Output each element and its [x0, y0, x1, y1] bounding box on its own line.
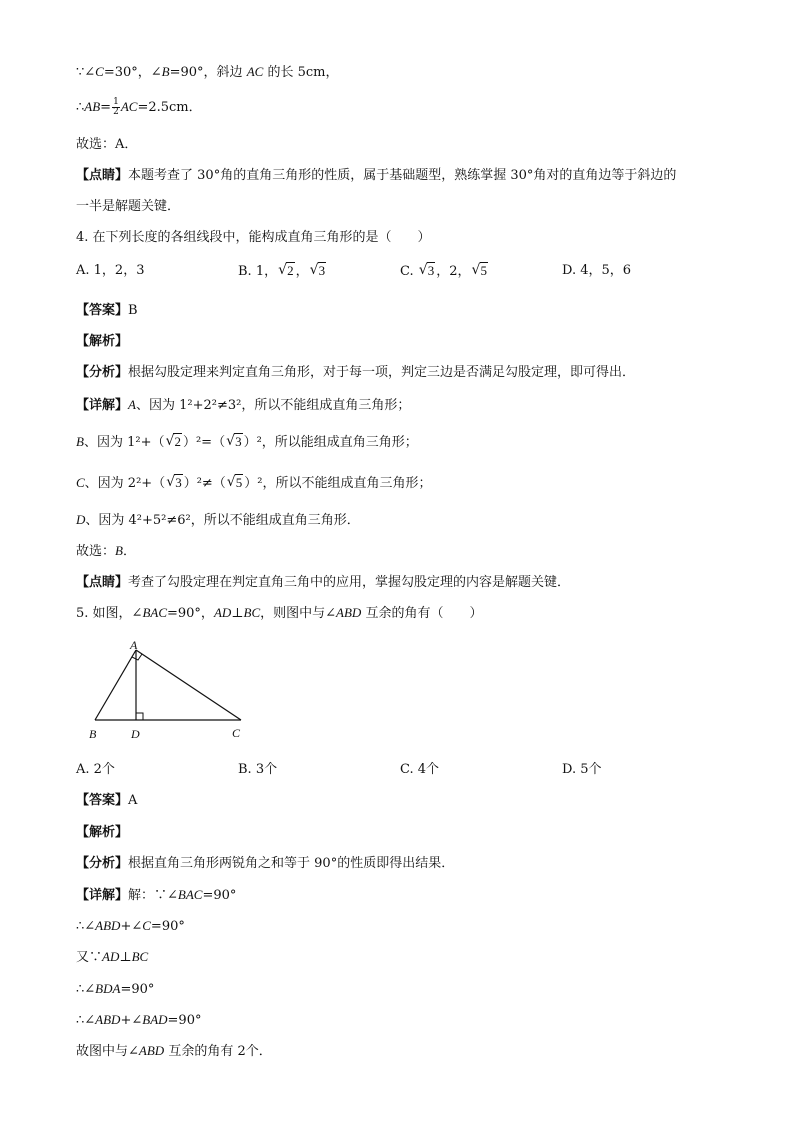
prev-choice: 故选：A． [76, 137, 138, 152]
prev-tip-line-1: 【点睛】本题考查了 30°角的直角三角形的性质，属于基础题型，熟练掌握 30°角对的直角边等于斜边的 [76, 168, 677, 183]
label-b: B [89, 727, 97, 741]
q5-option-d: D. 5个 [562, 762, 602, 777]
label-a: A [130, 640, 138, 652]
q5-step-2: ∴∠ABD+∠C=90° [76, 918, 185, 934]
q4-detail-d: D、因为 4²+5²≠6²，所以不能组成直角三角形． [76, 512, 360, 528]
q4-answer: 【答案】B [76, 303, 138, 318]
label-d: D [131, 727, 140, 741]
sqrt-symbol: √ 5 [472, 262, 489, 281]
q4-detail-b: B、因为 1²+（√ 2 ）²=（√ 3 ）²，所以能组成直角三角形； [76, 433, 418, 452]
q5-step-4: ∴∠BDA=90° [76, 981, 155, 997]
q4-option-d: D. 4，5，6 [562, 263, 632, 278]
fraction-half: $\frac{1}{2}$ [113, 97, 119, 117]
q4-stem: 4. 在下列长度的各组线段中，能构成直角三角形的是（ ） [76, 230, 431, 245]
q4-detail-a: 【详解】A、因为 1²+2²≠3²，所以不能组成直角三角形； [76, 397, 411, 413]
q5-option-c: C. 4个 [400, 762, 440, 777]
q5-step-3: 又∵AD⊥BC [76, 949, 149, 965]
q5-conclusion: 故图中与∠ABD 互余的角有 2个． [76, 1043, 272, 1059]
q5-step-5: ∴∠ABD+∠BAD=90° [76, 1012, 202, 1028]
q4-option-b: B. 1，√ 2 ，√ 3 [238, 262, 327, 281]
q5-stem: 5. 如图，∠BAC=90°，AD⊥BC，则图中与∠ABD 互余的角有（ ） [76, 605, 483, 621]
sqrt-symbol: √ 2 [278, 262, 295, 281]
q4-detail-c: C、因为 2²+（√ 3 ）²≠（√ 5 ）²，所以不能组成直角三角形； [76, 474, 432, 493]
q5-fenxi: 【分析】根据直角三角形两锐角之和等于 90°的性质即得出结果． [76, 856, 455, 871]
q4-fenxi: 【分析】根据勾股定理来判定直角三角形，对于每一项，判定三边是否满足勾股定理，即可得出． [76, 365, 636, 380]
sqrt-symbol: √ 3 [310, 262, 327, 281]
sqrt-symbol: √ 3 [226, 433, 243, 452]
label-c: C [232, 726, 241, 740]
right-angle-mark-d [136, 713, 143, 720]
prev-tip-line-2: 一半是解题关键． [76, 199, 181, 214]
q4-choice: 故选：B． [76, 543, 136, 559]
triangle-figure [86, 640, 256, 745]
sqrt-symbol: √ 3 [419, 262, 436, 281]
q5-answer: 【答案】A [76, 793, 138, 808]
q4-analysis-tag: 【解析】 [76, 334, 129, 349]
sqrt-symbol: √ 5 [227, 474, 244, 493]
prev-given-line: ∵∠C=30°，∠B=90°，斜边 AC 的长 5cm， [76, 64, 339, 80]
q5-step-1: 【详解】解：∵∠BAC=90° [76, 887, 237, 903]
prev-result-line: ∴AB= $\frac{1}{2}$ AC=2.5cm． [76, 97, 202, 117]
sqrt-symbol: √ 3 [166, 474, 183, 493]
q5-analysis-tag: 【解析】 [76, 825, 129, 840]
q5-option-b: B. 3个 [238, 762, 278, 777]
q4-tip: 【点睛】考查了勾股定理在判定直角三角中的应用，掌握勾股定理的内容是解题关键． [76, 575, 571, 590]
q5-option-a: A. 2个 [76, 762, 115, 777]
sqrt-symbol: √ 2 [165, 433, 182, 452]
segment-ac [136, 650, 241, 720]
segment-ab [95, 650, 136, 720]
q4-option-c: C. √ 3 ，2，√ 5 [400, 262, 489, 281]
q4-option-a: A. 1，2，3 [76, 263, 145, 278]
